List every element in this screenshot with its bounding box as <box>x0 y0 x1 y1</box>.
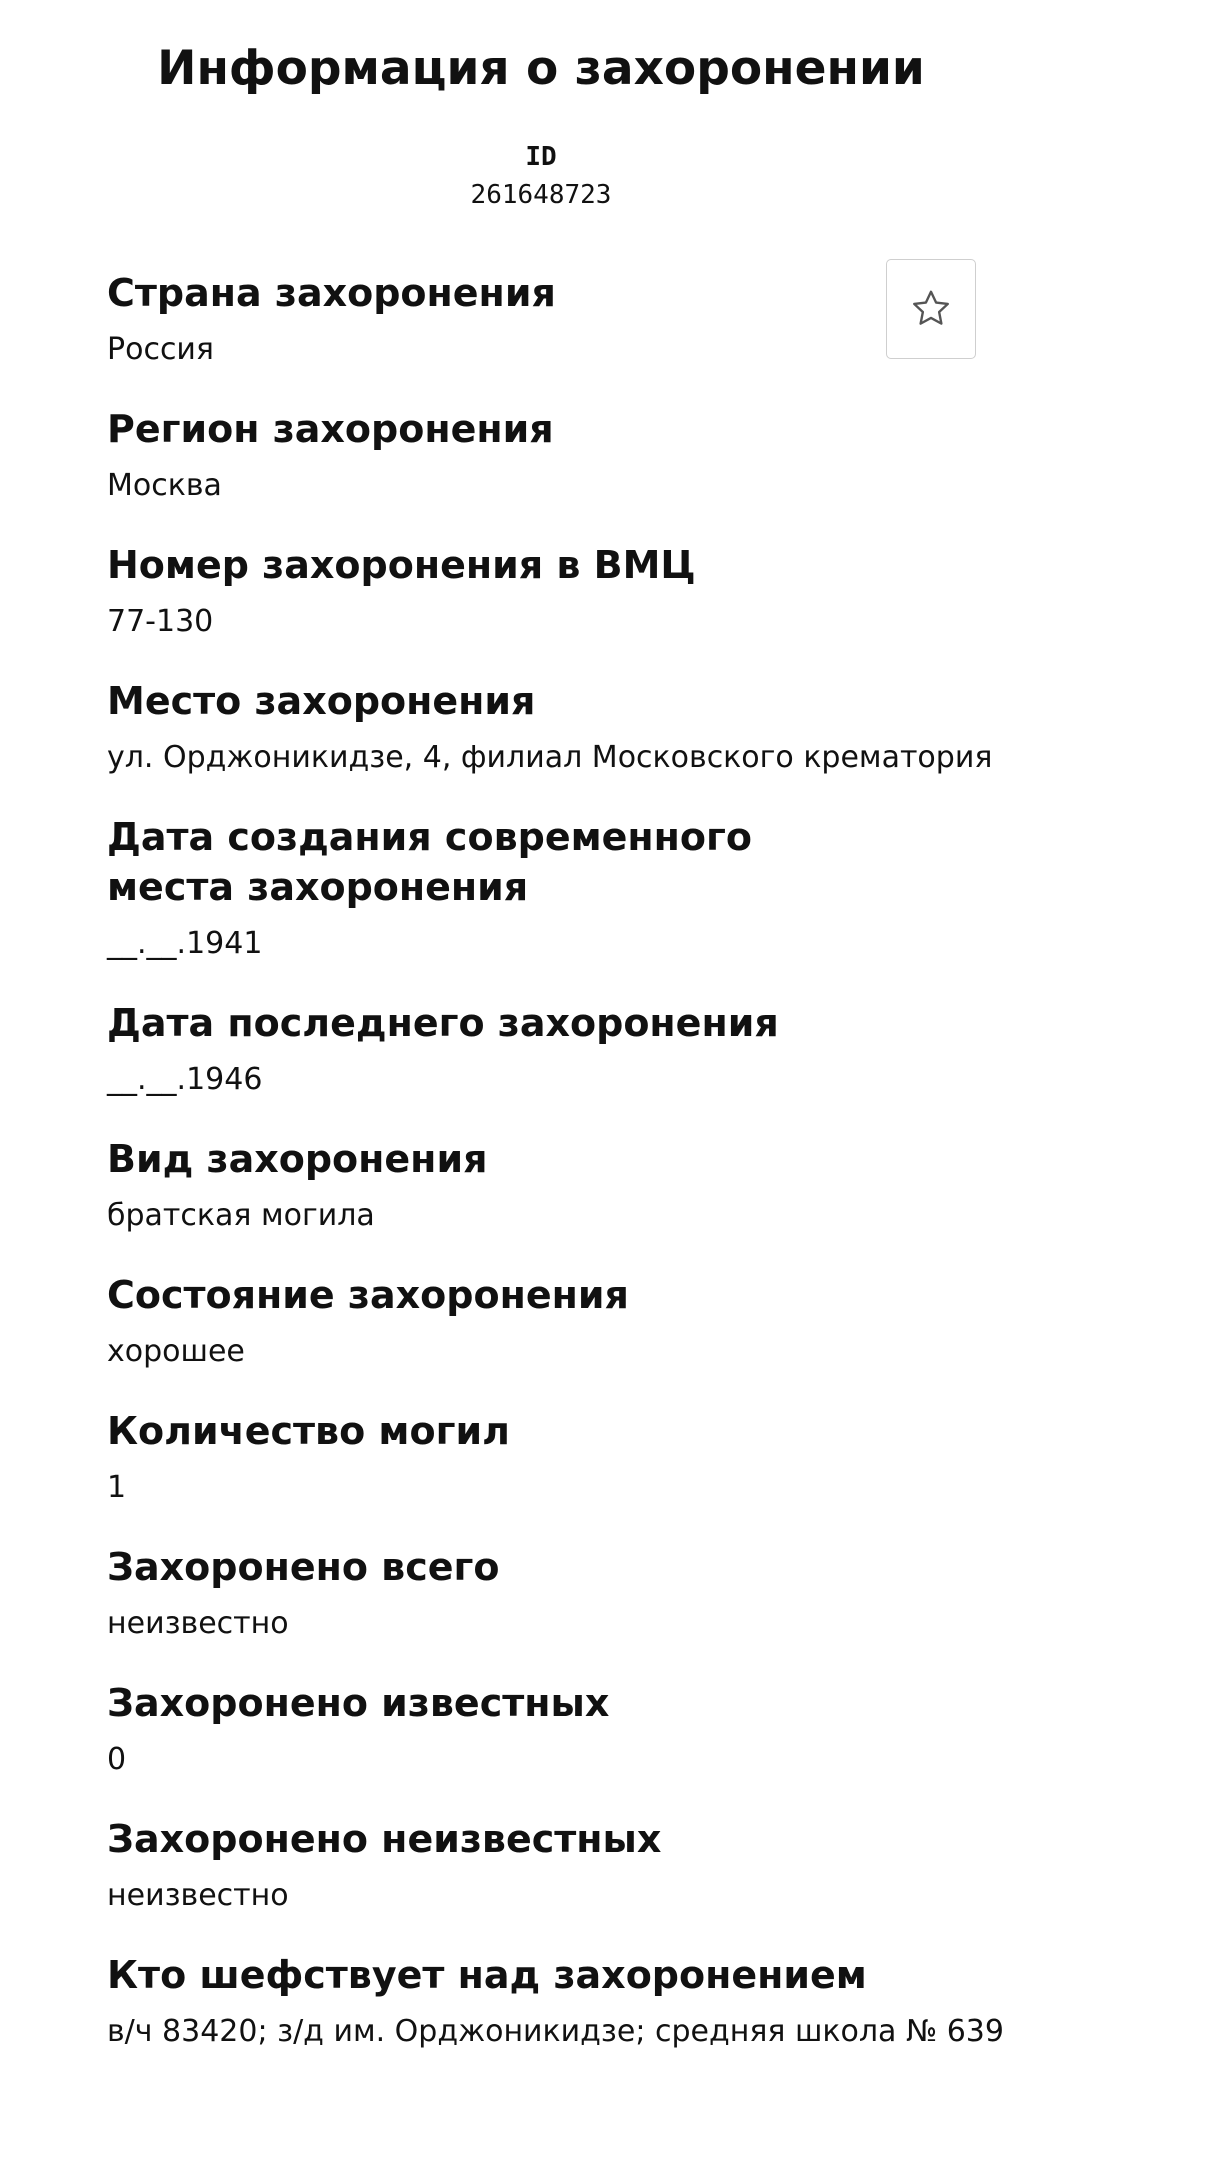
field-value: Москва <box>107 468 222 503</box>
field-grave-count <box>107 1406 1107 1508</box>
field-value: хорошее <box>107 1334 245 1369</box>
field-value: __.__.1941 <box>107 926 263 961</box>
field-label: Номер захоронения в ВМЦ <box>107 543 696 587</box>
field-patrons <box>107 1950 1107 2052</box>
field-value: __.__.1946 <box>107 1062 263 1097</box>
field-burial-place <box>107 676 1107 778</box>
field-last-burial-date <box>107 998 1107 1100</box>
field-value: Россия <box>107 332 214 367</box>
field-buried-known <box>107 1678 1107 1780</box>
field-value: 77-130 <box>107 604 214 639</box>
record-id-label: ID <box>525 142 557 172</box>
field-label: Регион захоронения <box>107 407 554 451</box>
field-value: в/ч 83420; з/д им. Орджоникидзе; средняя школа № 639 <box>107 2014 1004 2049</box>
record-id-value: 261648723 <box>470 180 612 210</box>
field-label: Количество могил <box>107 1409 510 1453</box>
field-label: Дата создания современного места захоронения <box>107 815 752 909</box>
field-label: Дата последнего захоронения <box>107 1001 779 1045</box>
field-label: Вид захоронения <box>107 1137 488 1181</box>
field-label: Кто шефствует над захоронением <box>107 1953 867 1997</box>
field-condition <box>107 1270 1107 1372</box>
field-buried-total <box>107 1542 1107 1644</box>
burial-info-list <box>107 268 1107 2086</box>
field-value: неизвестно <box>107 1606 289 1641</box>
field-label: Страна захоронения <box>107 271 556 315</box>
field-creation-date <box>107 812 1107 964</box>
field-value: 1 <box>107 1470 127 1505</box>
field-region <box>107 404 1107 506</box>
field-label: Захоронено всего <box>107 1545 500 1589</box>
field-burial-type <box>107 1134 1107 1236</box>
page-title: Информация о захоронении <box>157 41 925 96</box>
field-value: ул. Орджоникидзе, 4, филиал Московского крематория <box>107 740 993 775</box>
field-buried-unknown <box>107 1814 1107 1916</box>
field-label: Место захоронения <box>107 679 536 723</box>
field-vmc-number <box>107 540 1107 642</box>
field-value: неизвестно <box>107 1878 289 1913</box>
field-value: братская могила <box>107 1198 375 1233</box>
record-id-block <box>0 138 1082 214</box>
field-country <box>107 268 1107 370</box>
field-label: Захоронено известных <box>107 1681 610 1725</box>
field-label: Захоронено неизвестных <box>107 1817 662 1861</box>
field-label: Состояние захоронения <box>107 1273 629 1317</box>
field-value: 0 <box>107 1742 127 1777</box>
